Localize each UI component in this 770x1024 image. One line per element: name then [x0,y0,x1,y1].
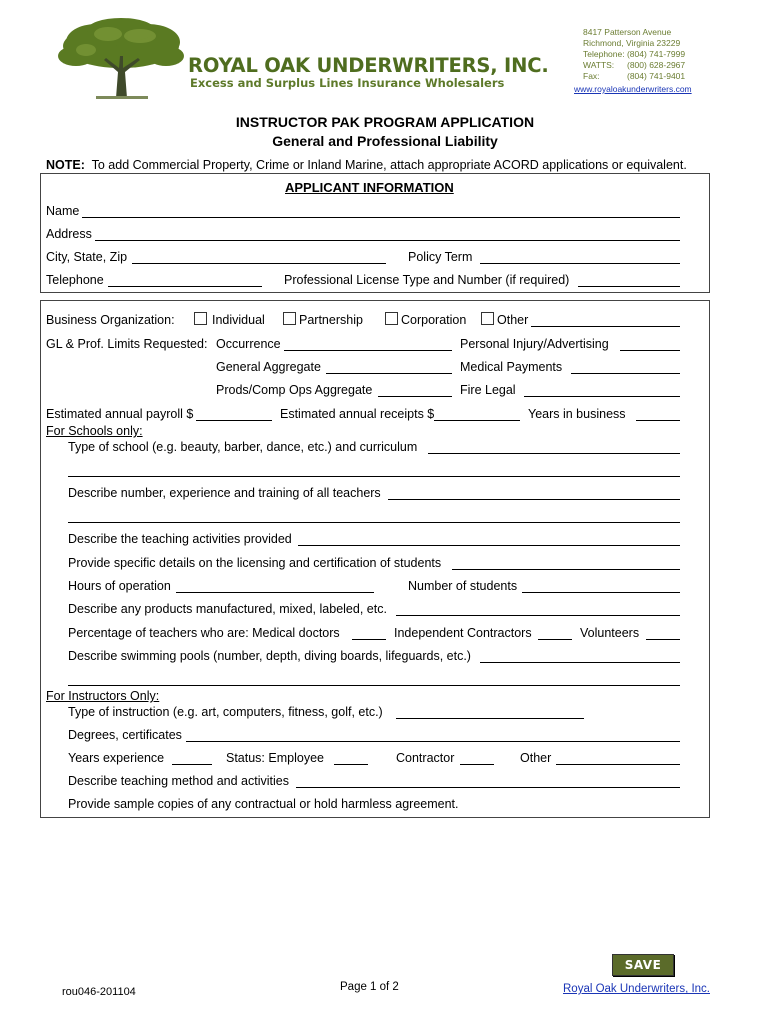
other-label: Other [497,313,529,327]
address-label: Address [46,227,92,241]
employee-field[interactable] [334,752,368,765]
watts-label: WATTS: [583,60,615,70]
products-field[interactable] [396,603,680,616]
teachers-field[interactable] [388,487,680,500]
fire-legal-label: Fire Legal [460,383,516,397]
website-link[interactable]: www.royaloakunderwriters.com [574,84,692,94]
individual-checkbox[interactable] [194,312,207,325]
instructors-heading: For Instructors Only: [46,689,160,703]
form-title: INSTRUCTOR PAK PROGRAM APPLICATION [235,114,535,130]
applicant-heading: APPLICANT INFORMATION [285,180,454,195]
logo [56,16,186,102]
form-code: rou046-201104 [62,986,136,998]
telephone-field[interactable] [108,274,262,287]
page-number: Page 1 of 2 [340,981,399,993]
note-label: NOTE: [46,158,85,172]
name-label: Name [46,204,80,218]
prods-comp-label: Prods/Comp Ops Aggregate [216,383,373,397]
note-text [46,158,687,172]
other-status-label: Other [520,751,552,765]
company-address [583,27,763,82]
prods-comp-field[interactable] [378,384,452,397]
telephone-label: Telephone: [583,49,625,59]
city-state-zip-field[interactable] [132,251,386,264]
fire-legal-field[interactable] [524,384,680,397]
degrees-field[interactable] [186,729,680,742]
school-type-field-2[interactable] [68,464,680,477]
corporation-label: Corporation [401,313,467,327]
contractor-label: Contractor [396,751,455,765]
num-students-label: Number of students [408,579,518,593]
hours-field[interactable] [176,580,374,593]
licensing-label: Provide specific details on the licensing and certification of students [68,556,442,570]
limits-label: GL & Prof. Limits Requested: [46,337,208,351]
independent-field[interactable] [538,627,572,640]
years-business-label: Years in business [528,407,626,421]
form-subtitle: General and Professional Liability [272,133,498,149]
address-line2: Richmond, Virginia 23229 [583,38,681,48]
teachers-field-2[interactable] [68,510,680,523]
status-employee-label: Status: Employee [226,751,324,765]
hours-label: Hours of operation [68,579,171,593]
years-exp-field[interactable] [172,752,212,765]
products-label: Describe any products manufactured, mixed, labeled, etc. [68,602,387,616]
telephone-value: (804) 741-7999 [626,49,686,59]
telephone-label: Telephone [46,273,104,287]
occurrence-field[interactable] [284,338,452,351]
medical-doctors-field[interactable] [352,627,386,640]
occurrence-label: Occurrence [216,337,281,351]
receipts-label: Estimated annual receipts $ [280,407,435,421]
degrees-label: Degrees, certificates [68,728,182,742]
personal-injury-label: Personal Injury/Advertising [460,337,609,351]
watts-value: (800) 628-2967 [627,60,686,70]
partnership-label: Partnership [299,313,363,327]
percentage-label: Percentage of teachers who are: Medical doctors [68,626,340,640]
years-exp-label: Years experience [68,751,165,765]
independent-label: Independent Contractors [394,626,532,640]
other-checkbox[interactable] [481,312,494,325]
schools-heading: For Schools only: [46,424,143,438]
general-aggregate-field[interactable] [326,361,452,374]
school-type-label: Type of school (e.g. beauty, barber, dance, etc.) and curriculum [68,440,418,454]
note-body: To add Commercial Property, Crime or Inland Marine, attach appropriate ACORD applications or equivalent. [91,158,687,172]
license-label: Professional License Type and Number (if required) [284,273,570,287]
company-tagline: Excess and Surplus Lines Insurance Wholesalers [190,76,505,90]
medical-payments-field[interactable] [571,361,680,374]
name-field[interactable] [82,205,680,218]
fax-value: (804) 741-9401 [627,71,686,81]
years-business-field[interactable] [636,408,680,421]
num-students-field[interactable] [522,580,680,593]
payroll-field[interactable] [196,408,272,421]
contractor-field[interactable] [460,752,494,765]
policy-term-label: Policy Term [408,250,473,264]
general-aggregate-label: General Aggregate [216,360,321,374]
volunteers-label: Volunteers [580,626,640,640]
city-state-zip-label: City, State, Zip [46,250,128,264]
activities-field[interactable] [298,533,680,546]
address-field[interactable] [95,228,680,241]
pools-label: Describe swimming pools (number, depth, diving boards, lifeguards, etc.) [68,649,471,663]
partnership-checkbox[interactable] [283,312,296,325]
samples-label: Provide sample copies of any contractual or hold harmless agreement. [68,797,459,811]
policy-term-field[interactable] [480,251,680,264]
individual-label: Individual [212,313,265,327]
school-type-field[interactable] [428,441,680,454]
other-status-field[interactable] [556,752,680,765]
company-link[interactable]: Royal Oak Underwriters, Inc. [563,983,710,995]
company-name: ROYAL OAK UNDERWRITERS, INC. [188,54,549,77]
method-field[interactable] [296,775,680,788]
other-field[interactable] [531,314,680,327]
oak-tree-icon [56,16,186,102]
volunteers-field[interactable] [646,627,680,640]
save-button[interactable]: SAVE [612,954,674,976]
activities-label: Describe the teaching activities provided [68,532,292,546]
pools-field-2[interactable] [68,673,680,686]
medical-payments-label: Medical Payments [460,360,563,374]
licensing-field[interactable] [452,557,680,570]
instruction-type-field[interactable] [396,706,584,719]
business-org-label: Business Organization: [46,313,175,327]
address-line1: 8417 Patterson Avenue [583,27,672,37]
receipts-field[interactable] [434,408,520,421]
payroll-label: Estimated annual payroll $ [46,407,194,421]
pools-field[interactable] [480,650,680,663]
corporation-checkbox[interactable] [385,312,398,325]
fax-label: Fax: [583,71,600,81]
instruction-type-label: Type of instruction (e.g. art, computers, fitness, golf, etc.) [68,705,383,719]
license-field[interactable] [578,274,680,287]
teachers-label: Describe number, experience and training of all teachers [68,486,381,500]
method-label: Describe teaching method and activities [68,774,289,788]
personal-injury-field[interactable] [620,338,680,351]
